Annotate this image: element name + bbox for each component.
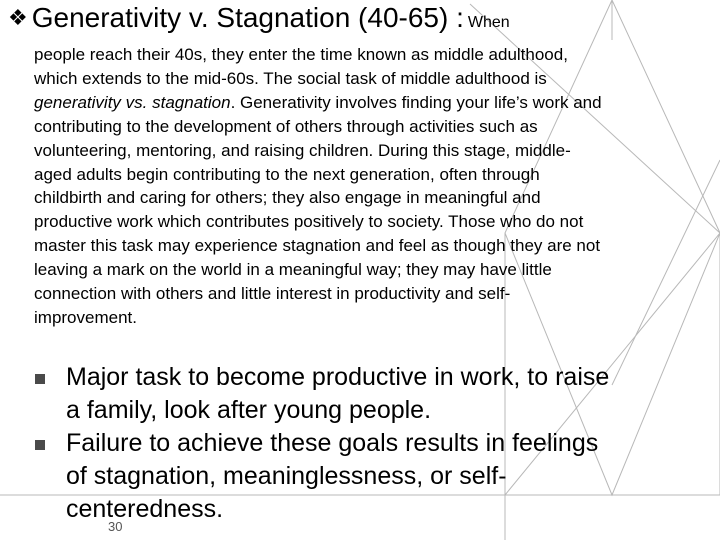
body-text-part-2: . Generativity involves finding your life’s work and contributing to the development of others through activities such as volunteering, mentoring, and raising children. During this stage, middle-aged adults begin contributing to the next generation, often through childbirth and caring for others; they also engage in meaningful and productive work which contributes positively to society. Those who do not master this task may experience stagnation and feel as though they are not leaving a mark on the world in a meaningful way; they may have little connection with others and little interest in productivity and self-improvement. [34,92,602,327]
bullet-item [34,361,624,427]
slide-number: 30 [108,519,123,534]
bullet-text: Major task to become productive in work, to raise a family, look after young people. [66,363,610,424]
heading-title: Generativity v. Stagnation (40-65) : [31,2,464,33]
bullet-list [34,361,624,526]
bullet-text: Failure to achieve these goals results in feelings of stagnation, meaninglessness, or self-centeredness. [66,429,599,523]
diamond-bullet-icon: ❖ [8,5,28,30]
body-text-part-1: people reach their 40s, they enter the time known as middle adulthood, which extends to the mid-60s. The social task of middle adulthood is [34,45,568,88]
body-paragraph [34,43,608,330]
square-bullet-icon [35,374,45,384]
body-text-italic: generativity vs. stagnation [34,92,231,112]
slide-heading [8,2,708,34]
heading-lead-text: When [467,14,510,31]
square-bullet-icon [35,440,45,450]
bullet-item [34,427,624,526]
